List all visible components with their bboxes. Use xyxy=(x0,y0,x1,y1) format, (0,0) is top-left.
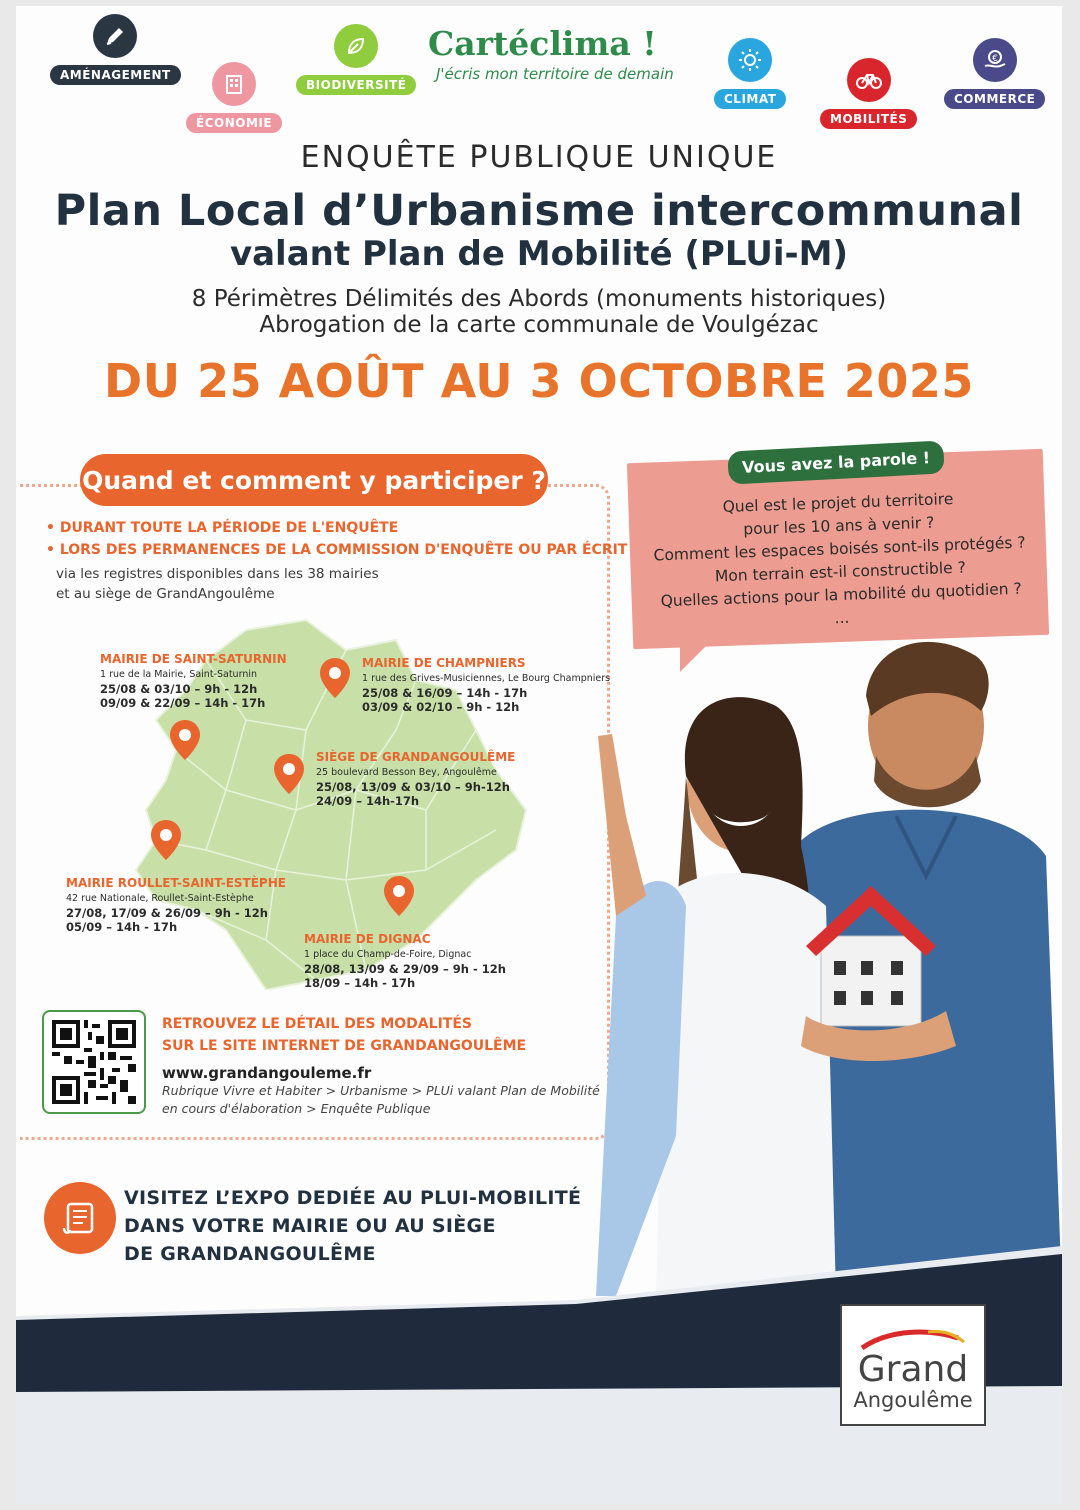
bullet-sub-siege: et au siège de GrandAngoulême xyxy=(56,586,275,602)
theme-label: ÉCONOMIE xyxy=(186,113,282,133)
location-address: 42 rue Nationale, Roullet-Saint-Estèphe xyxy=(66,893,254,904)
brand-tagline: J'écris mon territoire de demain xyxy=(436,65,674,83)
theme-commerce xyxy=(944,38,1045,109)
logo-grand: Grand xyxy=(857,1349,969,1390)
theme-amenagement xyxy=(50,14,181,85)
pin-champniers-icon xyxy=(318,656,352,700)
location-hours: 28/08, 13/09 & 29/09 – 9h - 12h xyxy=(304,962,506,976)
question-projet: Quel est le projet du territoire xyxy=(722,490,954,517)
expo-line3: DE GRANDANGOULÊME xyxy=(124,1243,376,1265)
participation-heading: Quand et comment y participer ? xyxy=(80,454,548,506)
carteclima-brand xyxy=(428,24,674,83)
theme-label: COMMERCE xyxy=(944,89,1045,109)
location-hours: 25/08 & 16/09 – 14h - 17h xyxy=(362,686,528,700)
location-hours: 05/09 – 14h - 17h xyxy=(66,920,178,934)
location-name: SIÈGE DE GRANDANGOULÊME xyxy=(316,750,516,764)
poster xyxy=(16,6,1062,1504)
svg-text:€: € xyxy=(991,54,998,64)
bubble-heading: Vous avez la parole ! xyxy=(727,440,945,484)
location-name: MAIRIE DE DIGNAC xyxy=(304,932,431,946)
brand-name: Cartéclima ! xyxy=(428,24,657,63)
bullet-sub-registres: via les registres disponibles dans les 38 mairies xyxy=(56,566,379,582)
bullet-permanences: • LORS DES PERMANENCES DE LA COMMISSION D'ENQUÊTE OU PAR ÉCRIT xyxy=(46,542,628,558)
theme-label: MOBILITÉS xyxy=(820,109,917,129)
grandangouleme-logo xyxy=(840,1304,986,1426)
theme-label: CLIMAT xyxy=(714,89,786,109)
location-address: 25 boulevard Besson Bey, Angoulême xyxy=(316,767,497,778)
pin-roullet-icon xyxy=(149,818,183,862)
location-hours: 25/08, 13/09 & 03/10 – 9h-12h xyxy=(316,780,510,794)
question-ellipsis: ... xyxy=(834,608,850,628)
expo-line2: DANS VOTRE MAIRIE OU AU SIÈGE xyxy=(124,1215,496,1237)
leaf-icon xyxy=(334,24,378,68)
location-address: 1 rue de la Mairie, Saint-Saturnin xyxy=(100,669,258,680)
subline-abrogation: Abrogation de la carte communale de Voulgézac xyxy=(259,312,819,338)
website-url[interactable]: www.grandangouleme.fr xyxy=(162,1064,372,1082)
bike-icon xyxy=(847,58,891,102)
location-siege xyxy=(316,750,515,808)
participation-bullets xyxy=(46,520,627,604)
location-champniers xyxy=(362,656,610,714)
location-hours: 27/08, 17/09 & 26/09 – 9h - 12h xyxy=(66,906,268,920)
theme-mobilites xyxy=(820,58,917,129)
theme-biodiversite xyxy=(296,24,416,95)
location-hours: 24/09 – 14h-17h xyxy=(316,794,420,808)
pencil-icon xyxy=(93,14,137,58)
kicker: ENQUÊTE PUBLIQUE UNIQUE xyxy=(300,140,778,175)
qr-code-icon xyxy=(52,1020,136,1104)
location-name: MAIRIE DE SAINT-SATURNIN xyxy=(100,652,287,666)
logo-angouleme: Angoulême xyxy=(853,1388,973,1412)
location-hours: 03/09 & 02/10 – 9h - 12h xyxy=(362,700,520,714)
pin-dignac-icon xyxy=(382,874,416,918)
question-terrain: Mon terrain est-il constructible ? xyxy=(714,558,967,586)
question-espaces-boises: Comment les espaces boisés sont-ils protégés ? xyxy=(653,533,1026,565)
location-name: MAIRIE ROULLET-SAINT-ESTÈPHE xyxy=(66,876,286,890)
theme-label: BIODIVERSITÉ xyxy=(296,75,416,95)
pin-siege-icon xyxy=(272,752,306,796)
couple-with-house-photo xyxy=(576,616,1062,1296)
bullet-period: • DURANT TOUTE LA PÉRIODE DE L'ENQUÊTE xyxy=(46,520,399,536)
expo-line1: VISITEZ L’EXPO DEDIÉE AU PLUI-MOBILITÉ xyxy=(124,1187,582,1209)
website-path: Rubrique Vivre et Habiter > Urbanisme > PLUi valant Plan de Mobilité xyxy=(162,1083,600,1098)
inquiry-dates: DU 25 AOÛT AU 3 OCTOBRE 2025 xyxy=(104,354,974,408)
speech-bubble-tail xyxy=(680,632,720,672)
building-icon xyxy=(212,62,256,106)
location-address: 1 place du Champ-de-Foire, Dignac xyxy=(304,949,472,960)
question-mobilite: Quelles actions pour la mobilité du quotidien ? xyxy=(660,579,1023,611)
location-saint-saturnin xyxy=(100,652,287,710)
website-info xyxy=(162,1016,600,1118)
qr-code[interactable] xyxy=(42,1010,146,1114)
theme-label: AMÉNAGEMENT xyxy=(50,65,181,85)
website-path: en cours d'élaboration > Enquête Publique xyxy=(162,1101,431,1116)
theme-economie xyxy=(186,62,282,133)
theme-climat xyxy=(714,38,786,109)
main-title: Plan Local d’Urbanisme intercommunal xyxy=(54,186,1024,236)
website-line1: RETROUVEZ LE DÉTAIL DES MODALITÉS xyxy=(162,1016,472,1032)
sun-icon xyxy=(728,38,772,82)
scroll-icon xyxy=(44,1182,116,1254)
question-projet-cont: pour les 10 ans à venir ? xyxy=(742,513,935,539)
euro-hand-icon xyxy=(973,38,1017,82)
subtitle: valant Plan de Mobilité (PLUi-M) xyxy=(229,234,849,274)
subline-perimetres: 8 Périmètres Délimités des Abords (monuments historiques) xyxy=(191,286,887,312)
location-address: 1 rue des Grives-Musiciennes, Le Bourg Champniers xyxy=(362,673,611,684)
pin-saint-saturnin-icon xyxy=(168,718,202,762)
location-name: MAIRIE DE CHAMPNIERS xyxy=(362,656,526,670)
location-dignac xyxy=(304,932,506,990)
location-hours: 18/09 – 14h - 17h xyxy=(304,976,416,990)
location-roullet xyxy=(66,876,286,934)
bubble-questions xyxy=(638,485,1043,637)
website-line2: SUR LE SITE INTERNET DE GRANDANGOULÊME xyxy=(162,1038,527,1054)
location-hours: 25/08 & 03/10 – 9h - 12h xyxy=(100,682,258,696)
location-hours: 09/09 & 22/09 – 14h - 17h xyxy=(100,696,266,710)
